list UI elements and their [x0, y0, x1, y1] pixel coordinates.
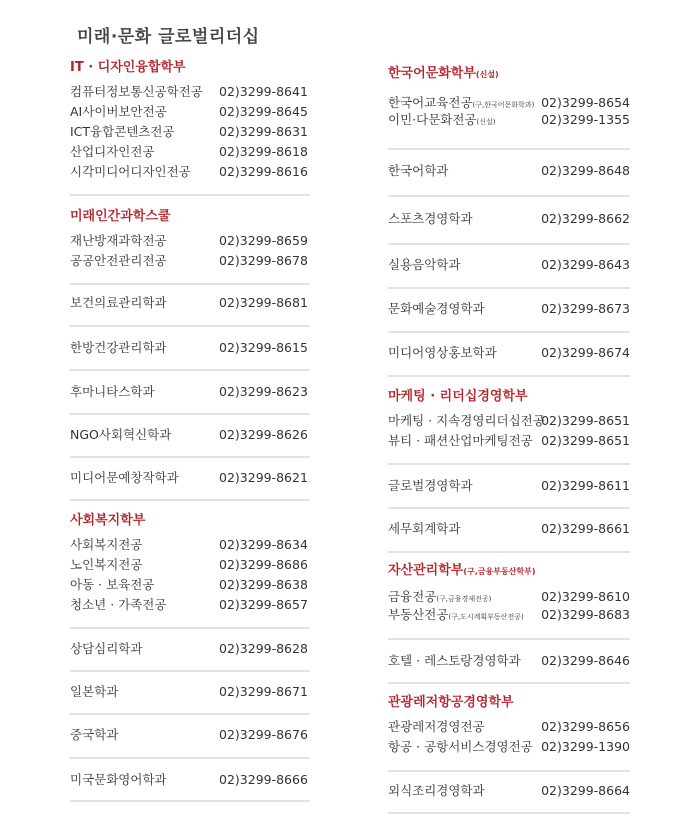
divider: [70, 800, 310, 802]
department-row[interactable]: [70, 556, 310, 574]
phone-number[interactable]: 02)3299-8626: [219, 427, 308, 442]
phone-number[interactable]: 02)3299-8643: [541, 257, 630, 272]
divider: [70, 194, 310, 196]
department-label: 부동산전공: [388, 607, 449, 622]
department-name: [70, 123, 175, 141]
section-header: [388, 65, 499, 83]
department-row[interactable]: [388, 652, 630, 670]
department-label: 아동 · 보육전공: [70, 577, 155, 592]
divider: [70, 757, 310, 759]
phone-number[interactable]: 02)3299-8664: [541, 783, 630, 798]
department-label: 문화예술경영학과: [388, 301, 485, 316]
section-title: 미래인간과학스쿨: [70, 209, 171, 224]
phone-number[interactable]: 02)3299-8638: [219, 577, 308, 592]
department-name: [388, 210, 473, 228]
department-row[interactable]: [70, 252, 310, 270]
department-label: 사회복지전공: [70, 537, 143, 552]
section-header: [388, 388, 528, 406]
department-label: 상담심리학과: [70, 641, 143, 656]
divider: [388, 551, 630, 553]
department-label: 청소년 · 가족전공: [70, 597, 167, 612]
phone-number[interactable]: 02)3299-1355: [541, 112, 630, 127]
department-name: [70, 683, 118, 701]
divider: [388, 682, 630, 684]
department-row[interactable]: [70, 232, 310, 250]
department-row[interactable]: [70, 103, 310, 121]
department-label: 뷰티 · 패션산업마케팅전공: [388, 433, 533, 448]
department-name: [388, 606, 524, 626]
department-name: [388, 520, 460, 538]
divider: [70, 713, 310, 715]
department-row[interactable]: [70, 426, 310, 444]
department-note: (구,금융경제전공): [436, 595, 492, 603]
phone-number[interactable]: 02)3299-8676: [219, 727, 308, 742]
department-name: [70, 726, 118, 744]
department-row[interactable]: [388, 782, 630, 800]
phone-number[interactable]: 02)3299-8615: [219, 340, 308, 355]
department-name: [70, 294, 167, 312]
phone-number[interactable]: 02)3299-8631: [219, 124, 308, 139]
department-name: [70, 426, 171, 444]
department-row[interactable]: [70, 163, 310, 181]
section-header: [388, 562, 536, 580]
department-label: 호텔 · 레스토랑경영학과: [388, 653, 521, 668]
department-note: (구,도시계획부동산전공): [448, 613, 524, 621]
department-name: [70, 339, 167, 357]
department-row[interactable]: [388, 94, 630, 112]
section-header: [70, 512, 145, 530]
divider: [388, 287, 630, 289]
department-row[interactable]: [388, 588, 630, 606]
department-row[interactable]: [388, 477, 630, 495]
phone-number[interactable]: 02)3299-8656: [541, 719, 630, 734]
divider: [70, 499, 310, 501]
department-label: 산업디자인전공: [70, 144, 155, 159]
phone-number[interactable]: 02)3299-8671: [219, 684, 308, 699]
divider: [70, 283, 310, 285]
department-name: [388, 344, 497, 362]
department-row[interactable]: [70, 339, 310, 357]
phone-number[interactable]: 02)3299-8651: [541, 433, 630, 448]
department-label: 시각미디어디자인전공: [70, 164, 191, 179]
phone-number[interactable]: 02)3299-8628: [219, 641, 308, 656]
department-name: [388, 738, 533, 756]
phone-number[interactable]: 02)3299-8621: [219, 470, 308, 485]
section-title: 마케팅 · 리더십경영학부: [388, 389, 528, 404]
department-name: [70, 232, 167, 250]
department-name: [388, 432, 533, 450]
department-label: 노인복지전공: [70, 557, 143, 572]
department-row[interactable]: [70, 536, 310, 554]
phone-number[interactable]: 02)3299-1390: [541, 739, 630, 754]
divider: [388, 331, 630, 333]
department-note: (구,한국어문화학과): [472, 101, 535, 109]
department-label: 후마니타스학과: [70, 384, 155, 399]
divider: [70, 413, 310, 415]
department-label: 한국어학과: [388, 163, 449, 178]
divider: [388, 195, 630, 197]
department-name: [70, 469, 179, 487]
department-row[interactable]: [70, 383, 310, 401]
department-label: 세무회계학과: [388, 521, 461, 536]
department-row[interactable]: [70, 596, 310, 614]
department-row[interactable]: [70, 83, 310, 101]
department-name: [388, 652, 521, 670]
department-label: 마케팅 · 지속경영리더십전공: [388, 413, 545, 428]
section-title: 한국어문화학부: [388, 66, 476, 81]
department-row[interactable]: [388, 111, 630, 129]
phone-number[interactable]: 02)3299-8659: [219, 233, 308, 248]
department-row[interactable]: [388, 300, 630, 318]
department-row[interactable]: [70, 683, 310, 701]
phone-number[interactable]: 02)3299-8678: [219, 253, 308, 268]
divider: [388, 463, 630, 465]
department-label: 항공 · 공항서비스경영전공: [388, 739, 533, 754]
department-label: 재난방재과학전공: [70, 233, 167, 248]
department-name: [70, 640, 142, 658]
divider: [70, 456, 310, 458]
phone-number[interactable]: 02)3299-8674: [541, 345, 630, 360]
department-name: [388, 300, 485, 318]
department-row[interactable]: [388, 412, 630, 430]
department-name: [70, 163, 191, 181]
department-row[interactable]: [388, 344, 630, 362]
phone-number[interactable]: 02)3299-8683: [541, 607, 630, 622]
department-label: 컴퓨터정보통신공학전공: [70, 84, 203, 99]
department-name: [388, 718, 485, 736]
department-label: 미디어문예창작학과: [70, 470, 179, 485]
phone-number[interactable]: 02)3299-8661: [541, 521, 630, 536]
phone-number[interactable]: 02)3299-8673: [541, 301, 630, 316]
department-label: 관광레저경영전공: [388, 719, 485, 734]
department-label: ICT융합콘텐츠전공: [70, 124, 175, 139]
department-row[interactable]: [388, 162, 630, 180]
department-row[interactable]: [388, 718, 630, 736]
section-header: [388, 694, 514, 712]
divider: [70, 325, 310, 327]
department-label: 외식조리경영학과: [388, 783, 485, 798]
phone-number[interactable]: 02)3299-8657: [219, 597, 308, 612]
department-label: 실용음악학과: [388, 257, 461, 272]
phone-number[interactable]: 02)3299-8645: [219, 104, 308, 119]
department-name: [70, 83, 203, 101]
section-note: (구,금융부동산학부): [463, 567, 536, 576]
department-name: [70, 143, 155, 161]
department-name: [388, 782, 485, 800]
phone-number[interactable]: 02)3299-8610: [541, 589, 630, 604]
phone-number[interactable]: 02)3299-8634: [219, 537, 308, 552]
department-label: 이민·다문화전공: [388, 112, 477, 127]
phone-number[interactable]: 02)3299-8623: [219, 384, 308, 399]
divider: [388, 243, 630, 245]
department-row[interactable]: [70, 469, 310, 487]
section-note: (신설): [475, 70, 499, 79]
department-name: [388, 111, 496, 131]
phone-number[interactable]: 02)3299-8646: [541, 653, 630, 668]
section-title: 사회복지학부: [70, 513, 146, 528]
department-name: [70, 103, 167, 121]
department-row[interactable]: [388, 432, 630, 450]
divider: [388, 812, 630, 814]
department-row[interactable]: [70, 143, 310, 161]
divider: [388, 148, 630, 150]
phone-number[interactable]: 02)3299-8662: [541, 211, 630, 226]
department-row[interactable]: [70, 576, 310, 594]
department-label: 한방건강관리학과: [70, 340, 167, 355]
phone-number[interactable]: 02)3299-8651: [541, 413, 630, 428]
department-row[interactable]: [388, 256, 630, 274]
section-title: 자산관리학부: [388, 563, 464, 578]
phone-number[interactable]: 02)3299-8648: [541, 163, 630, 178]
department-name: [388, 588, 491, 608]
department-label: 미국문화영어학과: [70, 772, 167, 787]
department-name: [388, 477, 473, 495]
department-name: [388, 256, 460, 274]
department-label: 미디어영상홍보학과: [388, 345, 497, 360]
department-label: 일본학과: [70, 684, 119, 699]
department-name: [70, 383, 155, 401]
divider: [388, 507, 630, 509]
department-name: [70, 556, 142, 574]
department-name: [388, 412, 545, 430]
section-header: [70, 59, 186, 77]
department-label: AI사이버보안전공: [70, 104, 167, 119]
department-row[interactable]: [70, 726, 310, 744]
phone-number[interactable]: 02)3299-8616: [219, 164, 308, 179]
section-title: 관광레저항공경영학부: [388, 695, 514, 710]
department-label: 금융전공: [388, 589, 437, 604]
phone-number[interactable]: 02)3299-8654: [541, 95, 630, 110]
department-row[interactable]: [70, 640, 310, 658]
department-label: 스포츠경영학과: [388, 211, 473, 226]
section-title: IT · 디자인융합학부: [70, 60, 186, 75]
department-row[interactable]: [388, 738, 630, 756]
phone-number[interactable]: 02)3299-8611: [541, 478, 630, 493]
department-name: [70, 596, 166, 614]
department-name: [70, 536, 142, 554]
phone-number[interactable]: 02)3299-8641: [219, 84, 308, 99]
page-title: 미래·문화 글로벌리더십: [77, 27, 260, 47]
department-note: (신설): [476, 118, 496, 126]
department-label: 보건의료관리학과: [70, 295, 167, 310]
department-name: [70, 576, 154, 594]
divider: [388, 638, 630, 640]
phone-number[interactable]: 02)3299-8618: [219, 144, 308, 159]
divider: [388, 770, 630, 772]
section-header: [70, 208, 170, 226]
divider: [70, 627, 310, 629]
phone-number[interactable]: 02)3299-8666: [219, 772, 308, 787]
department-label: NGO사회혁신학과: [70, 427, 172, 442]
phone-number[interactable]: 02)3299-8681: [219, 295, 308, 310]
phone-number[interactable]: 02)3299-8686: [219, 557, 308, 572]
department-label: 한국어교육전공: [388, 95, 473, 110]
department-row[interactable]: [70, 123, 310, 141]
divider: [388, 375, 630, 377]
department-row[interactable]: [70, 771, 310, 789]
department-label: 글로벌경영학과: [388, 478, 473, 493]
divider: [70, 369, 310, 371]
department-row[interactable]: [70, 294, 310, 312]
department-row[interactable]: [388, 520, 630, 538]
department-name: [70, 771, 167, 789]
department-row[interactable]: [388, 210, 630, 228]
divider: [70, 670, 310, 672]
department-name: [70, 252, 167, 270]
department-name: [388, 162, 448, 180]
department-label: 중국학과: [70, 727, 119, 742]
department-row[interactable]: [388, 606, 630, 624]
department-label: 공공안전관리전공: [70, 253, 167, 268]
